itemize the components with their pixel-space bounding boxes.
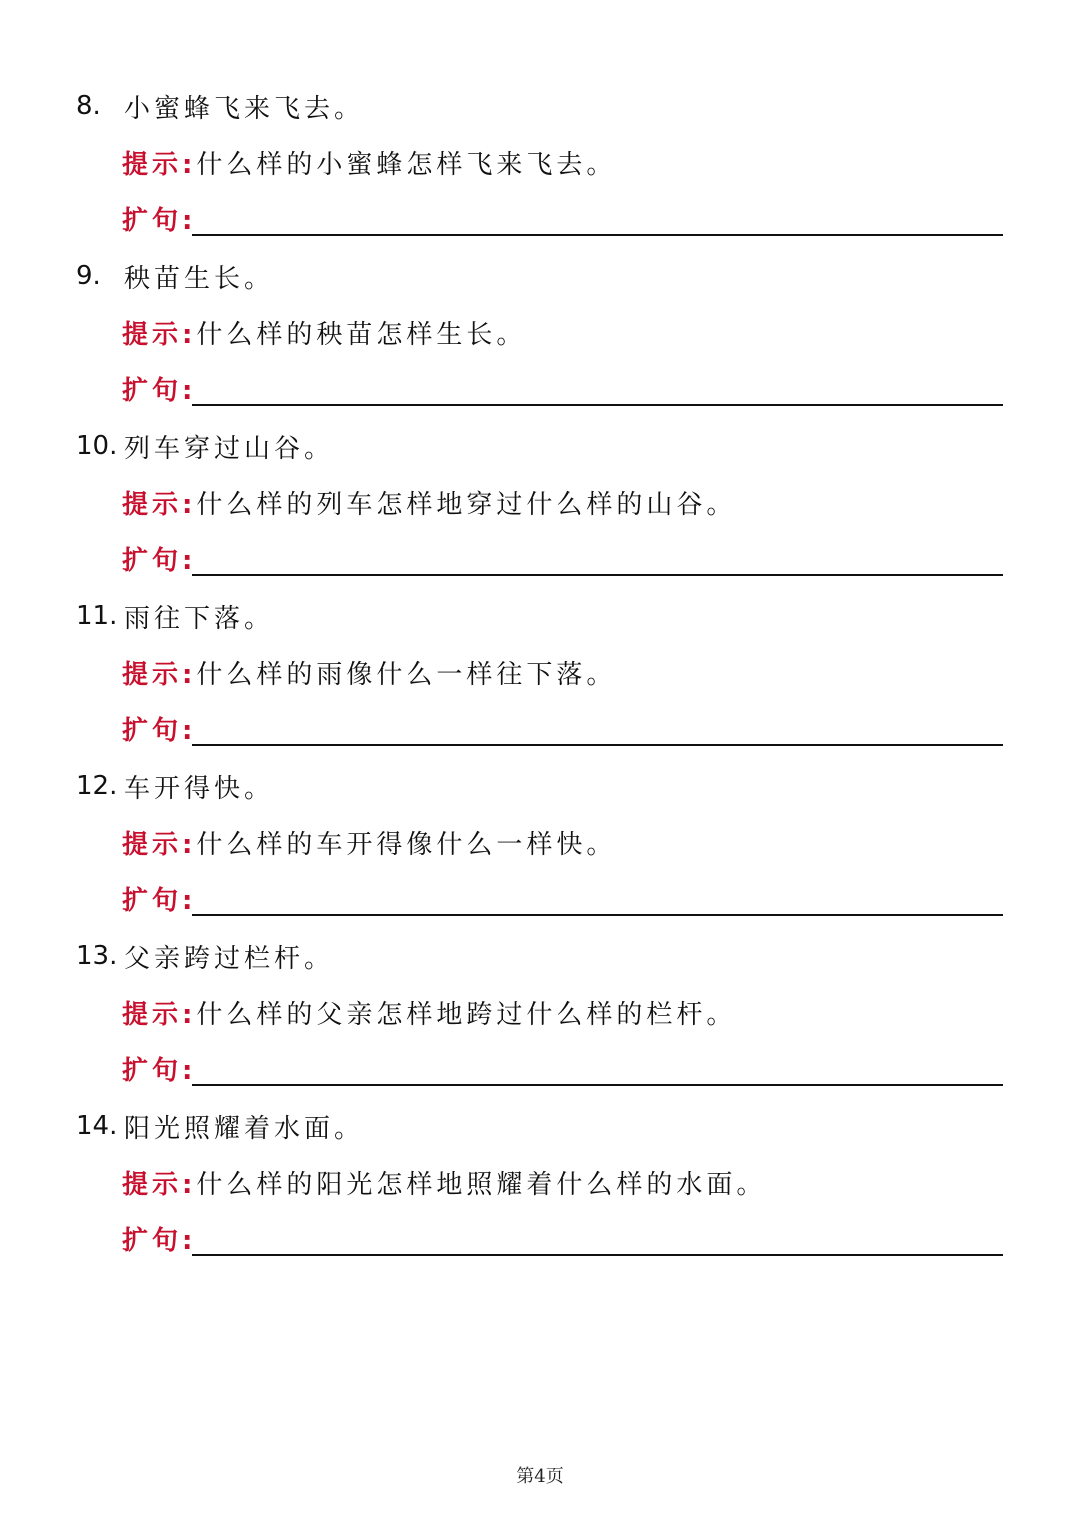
answer-blank[interactable] [192,744,1003,746]
question-sentence: 小蜜蜂飞来飞去。 [124,93,365,124]
question-sentence: 列车穿过山谷。 [124,433,335,464]
exercise-8 [0,86,1080,256]
exercise-11 [0,596,1080,766]
hint-line [122,312,526,352]
question-line [76,1106,364,1146]
question-number: 13. [76,941,118,971]
answer-blank[interactable] [192,404,1003,406]
hint-line [122,142,616,182]
question-line [76,426,334,466]
question-sentence: 秧苗生长。 [124,263,275,294]
answer-blank[interactable] [192,1254,1003,1256]
question-sentence: 阳光照耀着水面。 [124,1113,365,1144]
hint-label: 提示: [122,659,197,690]
answer-label: 扩句: [122,205,197,236]
question-number: 9. [76,261,101,291]
answer-label: 扩句: [122,1055,197,1086]
hint-label: 提示: [122,489,197,520]
hint-label: 提示: [122,149,197,180]
question-number: 10. [76,431,118,461]
question-number: 12. [76,771,118,801]
question-number: 14. [76,1111,118,1141]
question-sentence: 父亲跨过栏杆。 [124,943,335,974]
page-number: 第4页 [516,1466,564,1487]
hint-line [122,822,616,862]
answer-blank[interactable] [192,1084,1003,1086]
hint-label: 提示: [122,999,197,1030]
hint-line [122,992,736,1032]
hint-text: 什么样的秧苗怎样生长。 [196,319,527,350]
answer-blank[interactable] [192,914,1003,916]
hint-label: 提示: [122,319,197,350]
hint-label: 提示: [122,1169,197,1200]
question-line [76,86,364,126]
hint-line [122,482,736,522]
answer-blank[interactable] [192,574,1003,576]
hint-line [122,652,616,692]
question-number: 11. [76,601,118,631]
hint-text: 什么样的阳光怎样地照耀着什么样的水面。 [196,1169,767,1200]
answer-label: 扩句: [122,1225,197,1256]
hint-text: 什么样的列车怎样地穿过什么样的山谷。 [196,489,737,520]
hint-text: 什么样的父亲怎样地跨过什么样的栏杆。 [196,999,737,1030]
answer-line [122,198,196,238]
answer-label: 扩句: [122,715,197,746]
hint-label: 提示: [122,829,197,860]
answer-blank[interactable] [192,234,1003,236]
answer-line [122,708,196,748]
exercise-13 [0,936,1080,1106]
answer-line [122,538,196,578]
exercise-12 [0,766,1080,936]
answer-line [122,1048,196,1088]
answer-label: 扩句: [122,375,197,406]
question-line [76,766,274,806]
hint-text: 什么样的车开得像什么一样快。 [196,829,617,860]
exercise-10 [0,426,1080,596]
exercise-14 [0,1106,1080,1276]
hint-text: 什么样的雨像什么一样往下落。 [196,659,617,690]
answer-line [122,1218,196,1258]
question-line [76,256,274,296]
answer-line [122,368,196,408]
answer-line [122,878,196,918]
answer-label: 扩句: [122,885,197,916]
hint-text: 什么样的小蜜蜂怎样飞来飞去。 [196,149,617,180]
question-sentence: 雨往下落。 [124,603,275,634]
question-sentence: 车开得快。 [124,773,275,804]
exercise-9 [0,256,1080,426]
answer-label: 扩句: [122,545,197,576]
hint-line [122,1162,766,1202]
question-number: 8. [76,91,101,121]
question-line [76,596,274,636]
question-line [76,936,334,976]
